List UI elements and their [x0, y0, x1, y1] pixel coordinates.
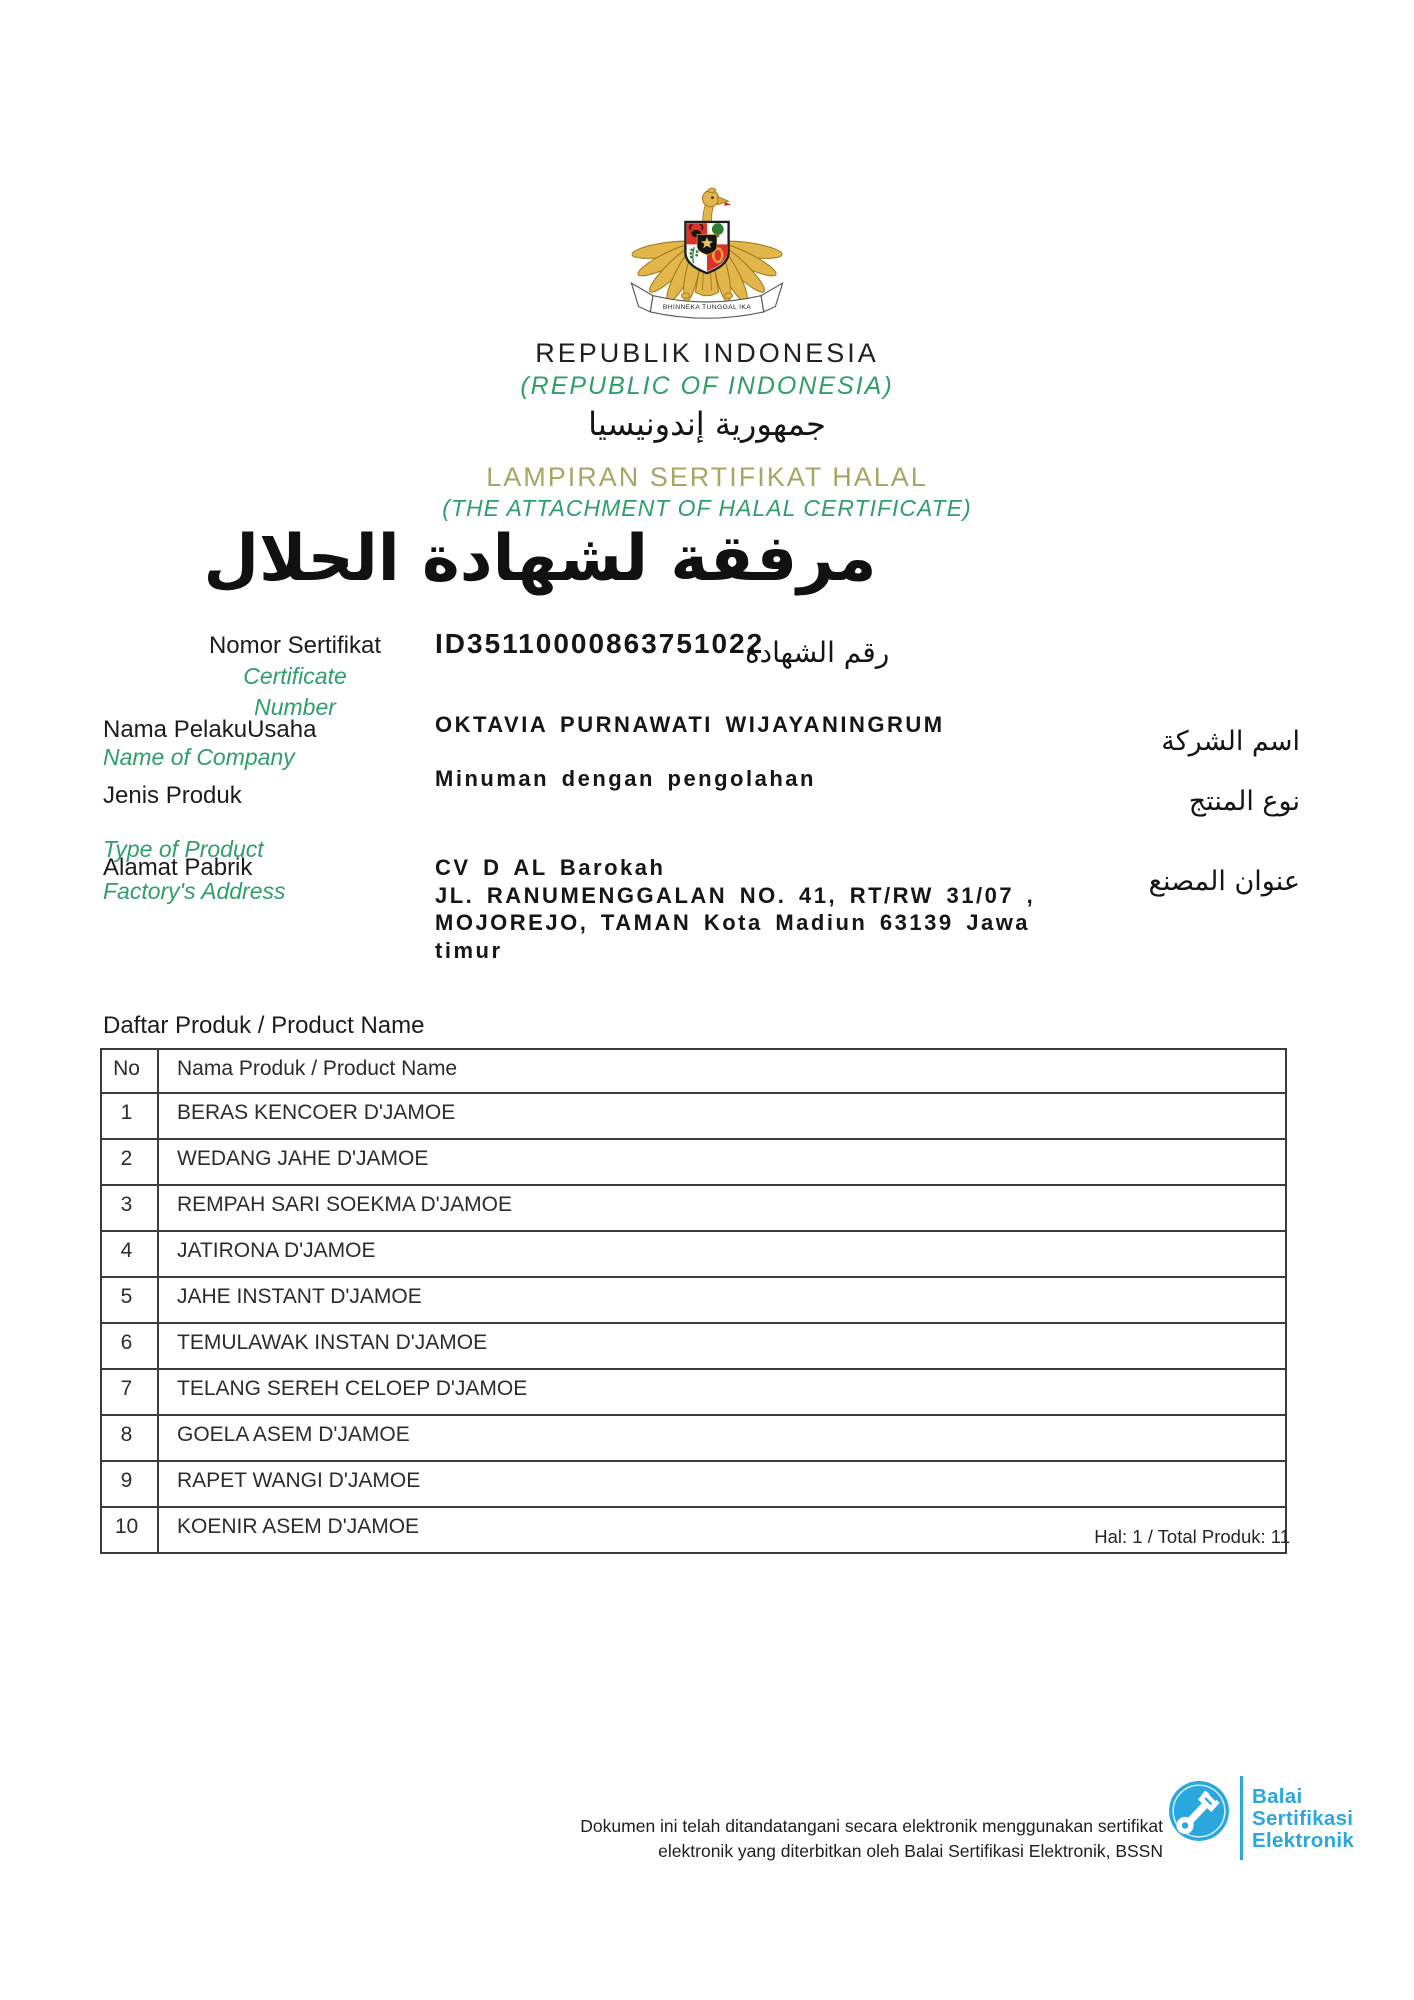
table-row: [101, 1231, 1286, 1277]
country-title: REPUBLIK INDONESIA: [535, 338, 879, 368]
product-list-title: Daftar Produk / Product Name: [103, 1012, 425, 1039]
logo-text-line1: Balai: [1252, 1785, 1303, 1808]
product-name: RAPET WANGI D'JAMOE: [158, 1461, 1286, 1507]
table-row: [101, 1093, 1286, 1139]
logo-text-line2: Sertifikasi: [1252, 1807, 1354, 1830]
certificate-number-label-en: Certificate Number: [243, 663, 347, 720]
product-name: TEMULAWAK INSTAN D'JAMOE: [158, 1323, 1286, 1369]
row-no: 10: [101, 1507, 158, 1553]
product-name: JATIRONA D'JAMOE: [158, 1231, 1286, 1277]
certificate-number-label-id: Nomor Sertifikat: [208, 632, 382, 659]
product-type-label-id: Jenis Produk: [103, 782, 242, 809]
document-title-ar: مرفقة لشهادة الحلال: [203, 522, 877, 596]
factory-address-label-en: Factory's Address: [103, 878, 286, 904]
bsre-logo-text: [1252, 1786, 1354, 1852]
table-row: [101, 1277, 1286, 1323]
row-no: 4: [101, 1231, 158, 1277]
document-title: LAMPIRAN SERTIFIKAT HALAL: [486, 462, 928, 492]
product-name: GOELA ASEM D'JAMOE: [158, 1415, 1286, 1461]
product-table: [100, 1048, 1287, 1554]
column-header-no: No: [101, 1049, 158, 1093]
row-no: 8: [101, 1415, 158, 1461]
table-row: [101, 1139, 1286, 1185]
row-no: 1: [101, 1093, 158, 1139]
garuda-motto: BHINNEKA TUNGGAL IKA: [662, 304, 752, 312]
certificate-number-label: [200, 630, 390, 723]
row-no: 3: [101, 1185, 158, 1231]
table-row: [101, 1461, 1286, 1507]
table-row: [101, 1323, 1286, 1369]
table-row: [101, 1185, 1286, 1231]
factory-address-label-ar: عنوان المصنع: [1148, 866, 1300, 897]
row-no: 7: [101, 1369, 158, 1415]
company-name-label-ar: اسم الشركة: [1161, 726, 1300, 757]
table-row: [101, 1369, 1286, 1415]
row-no: 2: [101, 1139, 158, 1185]
certificate-number-label-ar: رقم الشهادة: [745, 636, 890, 669]
logo-text-line3: Elektronik: [1252, 1829, 1355, 1852]
garuda-shield: [685, 222, 728, 273]
signature-note-line2: elektronik yang diterbitkan oleh Balai Sertifikasi Elektronik, BSSN: [658, 1841, 1163, 1861]
column-header-name: Nama Produk / Product Name: [158, 1049, 1286, 1093]
signature-note-line1: Dokumen ini telah ditandatangani secara elektronik menggunakan sertifikat: [580, 1816, 1163, 1836]
certificate-number-value: ID35110000863751022: [435, 628, 765, 659]
company-name-label-id: Nama PelakuUsaha: [103, 716, 317, 743]
product-type-value: Minuman dengan pengolahan: [435, 766, 816, 791]
product-name: TELANG SEREH CELOEP D'JAMOE: [158, 1369, 1286, 1415]
factory-name: CV D AL Barokah: [435, 855, 666, 880]
product-name: BERAS KENCOER D'JAMOE: [158, 1093, 1286, 1139]
garuda-pancasila-emblem: [617, 150, 797, 328]
row-no: 5: [101, 1277, 158, 1323]
table-row: [101, 1415, 1286, 1461]
country-title-ar: جمهورية إندونيسيا: [588, 405, 826, 443]
product-type-label-ar: نوع المنتج: [1188, 786, 1300, 817]
electronic-signature-note: [400, 1814, 1163, 1864]
table-header-row: [101, 1049, 1286, 1093]
factory-address-label-id: Alamat Pabrik: [103, 854, 253, 881]
product-name: REMPAH SARI SOEKMA D'JAMOE: [158, 1185, 1286, 1231]
bsre-key-logo-icon: [1168, 1780, 1230, 1842]
factory-address-line3: timur: [435, 937, 503, 963]
product-type-label-en: Type of Product: [103, 836, 264, 862]
document-title-en: (THE ATTACHMENT OF HALAL CERTIFICATE): [442, 495, 972, 521]
product-name: WEDANG JAHE D'JAMOE: [158, 1139, 1286, 1185]
factory-address-line2: MOJOREJO, TAMAN Kota Madiun 63139 Jawa: [435, 910, 1031, 935]
row-no: 9: [101, 1461, 158, 1507]
company-name-label-en: Name of Company: [103, 744, 295, 770]
page-total-info: Hal: 1 / Total Produk: 11: [1094, 1526, 1290, 1547]
product-name: JAHE INSTANT D'JAMOE: [158, 1277, 1286, 1323]
product-name: KOENIR ASEM D'JAMOE: [158, 1507, 1286, 1553]
garuda-head: [703, 190, 719, 206]
factory-address-line1: JL. RANUMENGGALAN NO. 41, RT/RW 31/07 ,: [435, 882, 1036, 908]
row-no: 6: [101, 1323, 158, 1369]
logo-divider: [1240, 1776, 1243, 1860]
country-title-en: (REPUBLIC OF INDONESIA): [520, 372, 894, 400]
company-name-value: OKTAVIA PURNAWATI WIJAYANINGRUM: [435, 712, 945, 737]
